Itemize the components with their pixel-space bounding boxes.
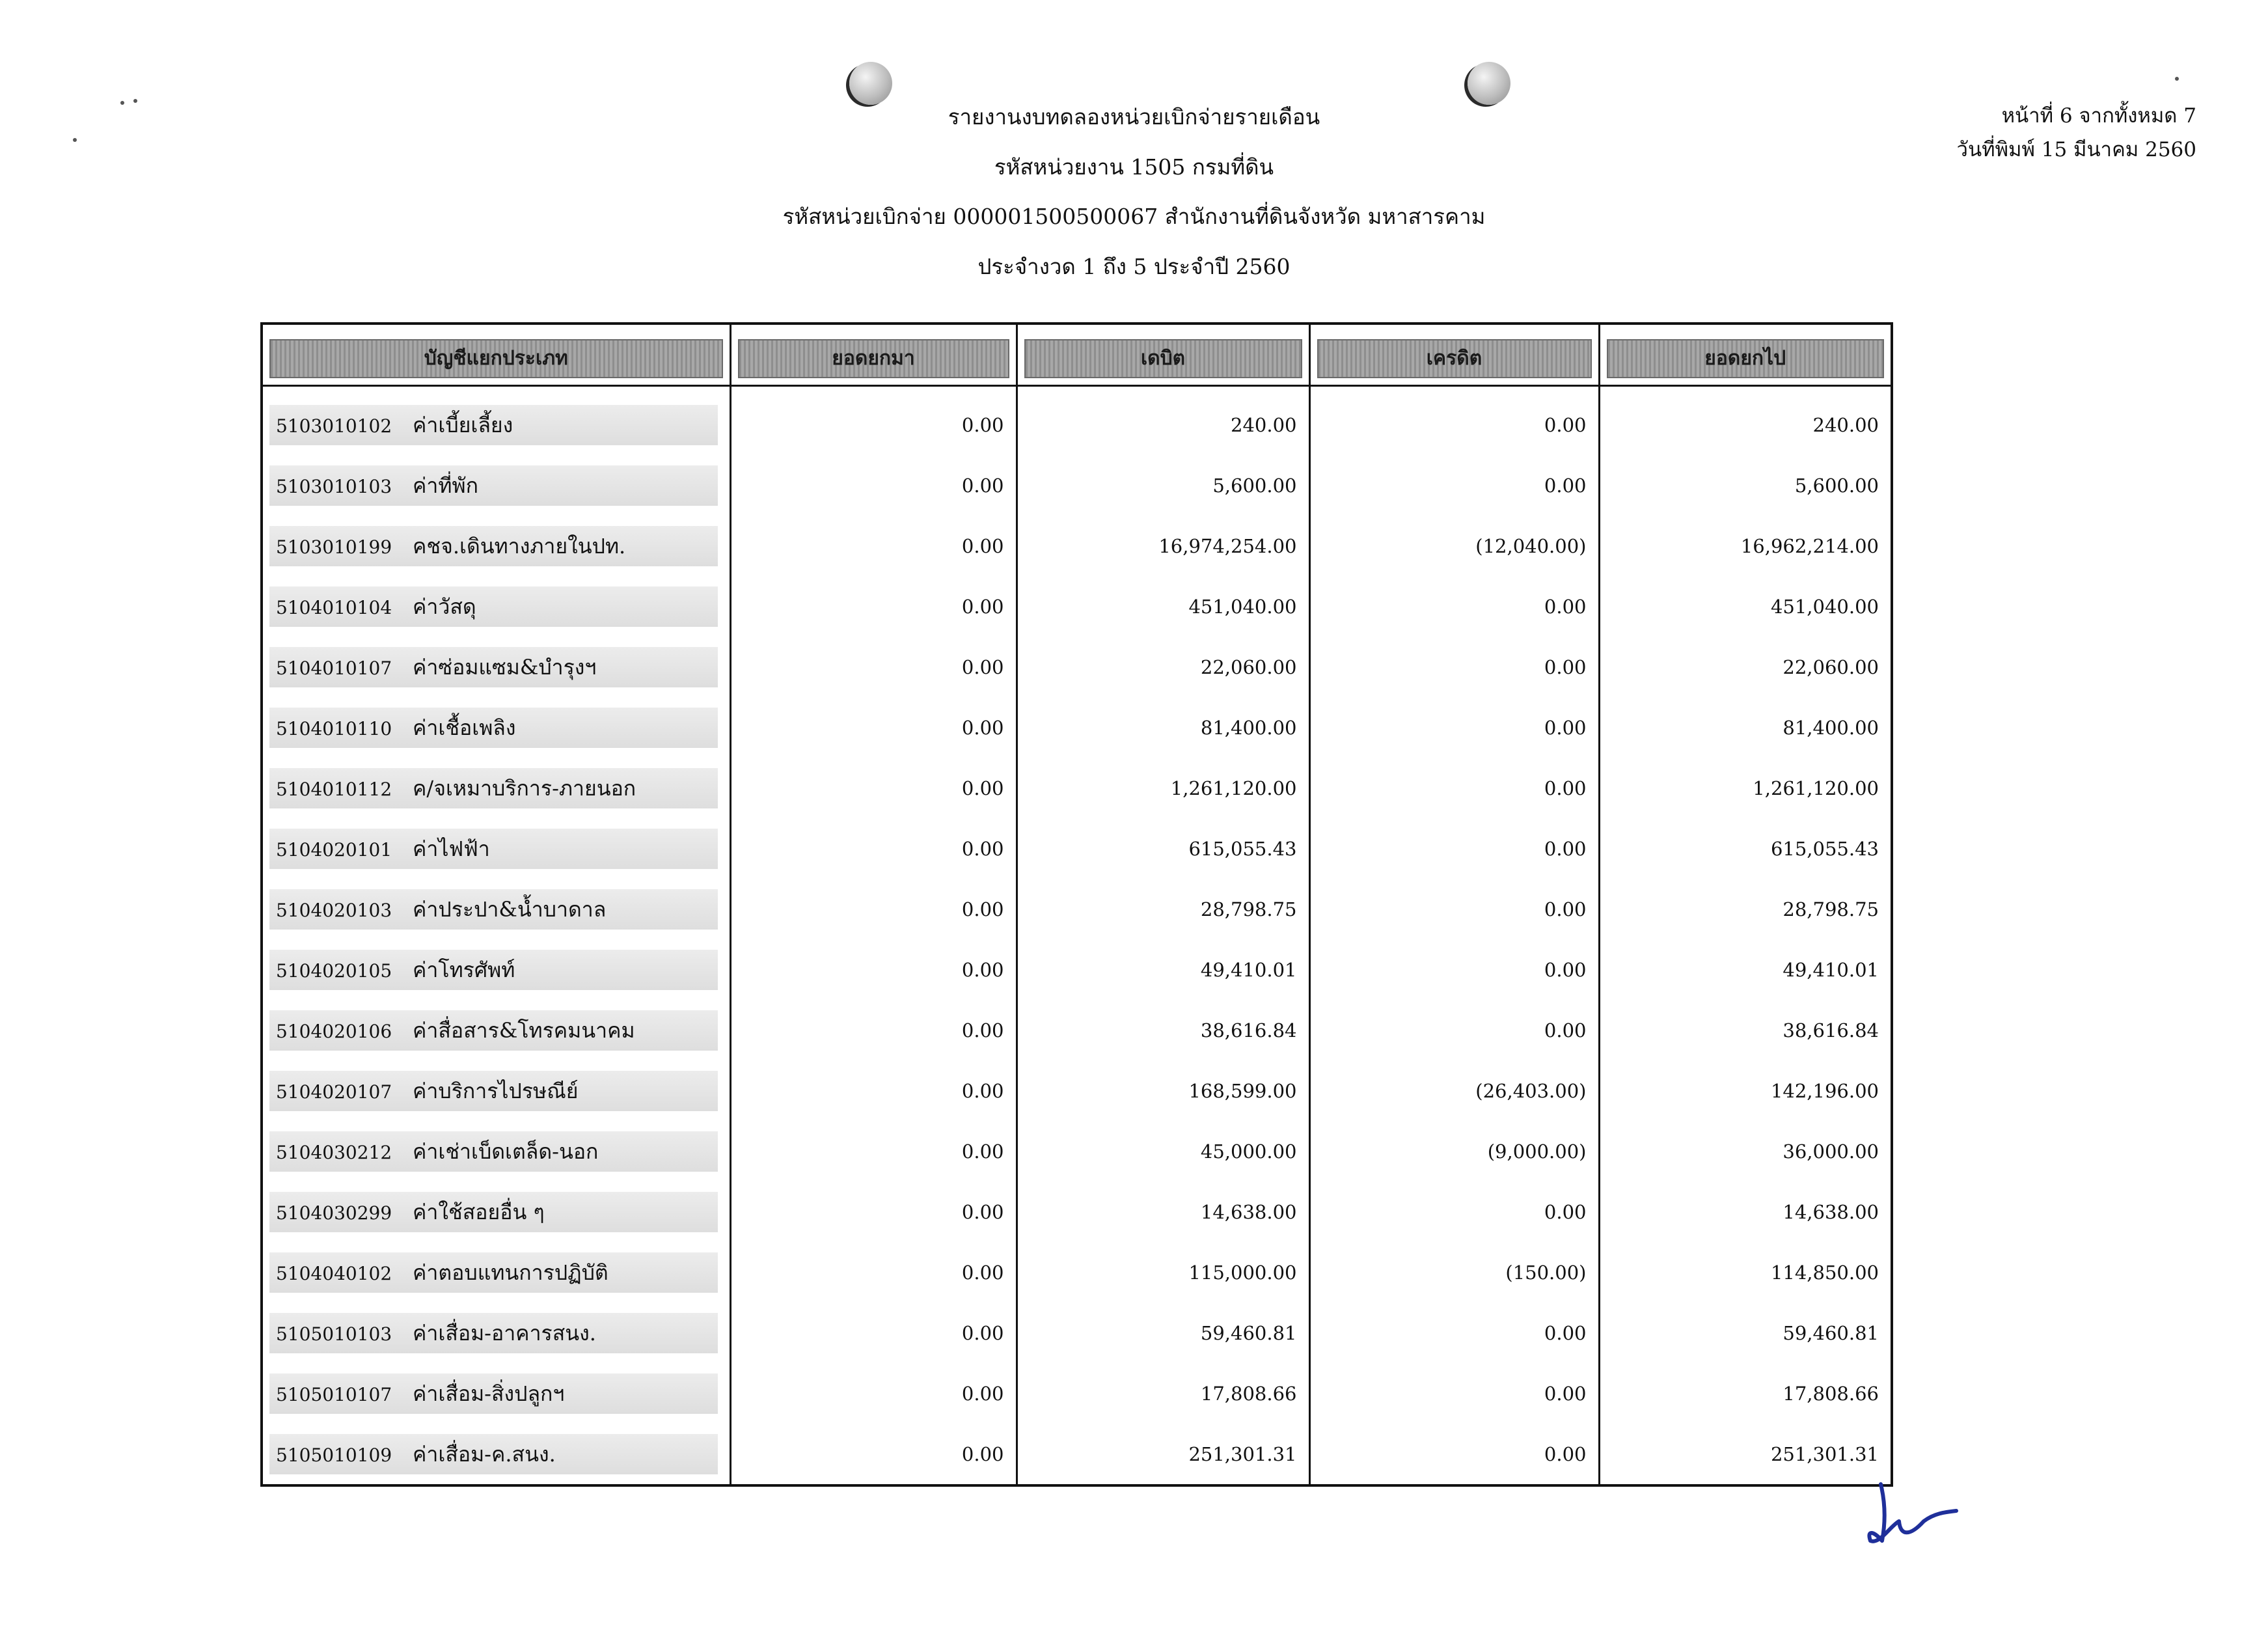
debit-value: 168,599.00 xyxy=(1017,1060,1309,1121)
punch-hole-left xyxy=(849,62,892,105)
account-code: 5104010110 xyxy=(276,717,392,739)
debit-value: 81,400.00 xyxy=(1017,697,1309,758)
credit-value: 0.00 xyxy=(1309,697,1599,758)
table-row xyxy=(262,637,1892,697)
table-row xyxy=(262,1424,1892,1485)
handwritten-signature-icon xyxy=(1861,1481,1959,1552)
brought-forward-value: 0.00 xyxy=(730,1000,1017,1060)
table-header-row xyxy=(262,324,1892,386)
table-row xyxy=(262,516,1892,576)
account-cell xyxy=(262,758,730,818)
page-info xyxy=(1957,99,2196,167)
brought-forward-value: 0.00 xyxy=(730,1242,1017,1303)
credit-value: 0.00 xyxy=(1309,386,1599,456)
table-row xyxy=(262,1121,1892,1181)
account-name: ค่าสื่อสาร&โทรคมนาคม xyxy=(413,1017,635,1043)
table-row xyxy=(262,758,1892,818)
col-account xyxy=(262,324,730,386)
brought-forward-value: 0.00 xyxy=(730,1363,1017,1424)
account-name: ค่าตอบแทนการปฏิบัติ xyxy=(413,1260,608,1285)
brought-forward-value: 0.00 xyxy=(730,1121,1017,1181)
account-name: ค่าซ่อมแซม&บำรุงฯ xyxy=(413,654,597,680)
account-code: 5104010104 xyxy=(276,596,392,618)
carried-forward-value: 22,060.00 xyxy=(1599,637,1892,697)
account-name: ค่าประปา&น้ำบาดาล xyxy=(413,896,607,922)
trial-balance-table xyxy=(260,322,1893,1487)
brought-forward-value: 0.00 xyxy=(730,386,1017,456)
carried-forward-value: 59,460.81 xyxy=(1599,1303,1892,1363)
brought-forward-value: 0.00 xyxy=(730,637,1017,697)
account-cell xyxy=(262,455,730,516)
account-cell xyxy=(262,1242,730,1303)
account-cell xyxy=(262,939,730,1000)
account-cell xyxy=(262,1060,730,1121)
account-name: ค่าเบี้ยเลี้ยง xyxy=(413,412,513,437)
col-carried-forward xyxy=(1599,324,1892,386)
debit-value: 38,616.84 xyxy=(1017,1000,1309,1060)
account-name: ค่าเสื่อม-อาคารสนง. xyxy=(413,1320,596,1345)
credit-value: (26,403.00) xyxy=(1309,1060,1599,1121)
col-account-label: บัญชีแยกประเภท xyxy=(269,339,723,378)
account-code: 5103010199 xyxy=(276,536,392,558)
account-code: 5104010107 xyxy=(276,657,392,679)
account-name: ค่าที่พัก xyxy=(413,473,478,498)
print-date: วันที่พิมพ์ 15 มีนาคม 2560 xyxy=(1956,138,2196,161)
carried-forward-value: 240.00 xyxy=(1599,386,1892,456)
account-code: 5104020103 xyxy=(276,899,392,921)
account-code: 5103010102 xyxy=(276,415,392,437)
account-code: 5105010107 xyxy=(276,1383,392,1405)
debit-value: 45,000.00 xyxy=(1017,1121,1309,1181)
credit-value: 0.00 xyxy=(1309,879,1599,939)
paper-speck xyxy=(133,99,137,103)
brought-forward-value: 0.00 xyxy=(730,758,1017,818)
col-carried-forward-label: ยอดยกไป xyxy=(1607,339,1885,378)
account-cell xyxy=(262,576,730,637)
credit-value: 0.00 xyxy=(1309,576,1599,637)
page-number: หน้าที่ 6 จากทั้งหมด 7 xyxy=(2001,104,2196,128)
account-cell xyxy=(262,386,730,456)
carried-forward-value: 251,301.31 xyxy=(1599,1424,1892,1485)
credit-value: 0.00 xyxy=(1309,1181,1599,1242)
col-credit xyxy=(1309,324,1599,386)
brought-forward-value: 0.00 xyxy=(730,1424,1017,1485)
debit-value: 5,600.00 xyxy=(1017,455,1309,516)
debit-value: 1,261,120.00 xyxy=(1017,758,1309,818)
debit-value: 615,055.43 xyxy=(1017,818,1309,879)
credit-value: 0.00 xyxy=(1309,758,1599,818)
table-row xyxy=(262,879,1892,939)
account-cell xyxy=(262,516,730,576)
agency-code-line: รหัสหน่วยงาน 1505 กรมที่ดิน xyxy=(994,154,1274,180)
table-row xyxy=(262,576,1892,637)
credit-value: 0.00 xyxy=(1309,1424,1599,1485)
carried-forward-value: 14,638.00 xyxy=(1599,1181,1892,1242)
credit-value: 0.00 xyxy=(1309,1303,1599,1363)
debit-value: 451,040.00 xyxy=(1017,576,1309,637)
account-code: 5104020105 xyxy=(276,959,392,982)
debit-value: 22,060.00 xyxy=(1017,637,1309,697)
account-name: ค่าใช้สอยอื่น ๆ xyxy=(413,1199,545,1224)
brought-forward-value: 0.00 xyxy=(730,697,1017,758)
carried-forward-value: 81,400.00 xyxy=(1599,697,1892,758)
account-cell xyxy=(262,879,730,939)
debit-value: 14,638.00 xyxy=(1017,1181,1309,1242)
carried-forward-value: 142,196.00 xyxy=(1599,1060,1892,1121)
account-name: ค่าเช่าเบ็ดเตล็ด-นอก xyxy=(413,1138,599,1164)
credit-value: 0.00 xyxy=(1309,818,1599,879)
credit-value: (12,040.00) xyxy=(1309,516,1599,576)
col-brought-forward xyxy=(730,324,1017,386)
credit-value: 0.00 xyxy=(1309,939,1599,1000)
carried-forward-value: 17,808.66 xyxy=(1599,1363,1892,1424)
account-cell xyxy=(262,637,730,697)
account-name: ค่าไฟฟ้า xyxy=(413,836,490,861)
col-credit-label: เครดิต xyxy=(1317,339,1592,378)
brought-forward-value: 0.00 xyxy=(730,1181,1017,1242)
debit-value: 240.00 xyxy=(1017,386,1309,456)
carried-forward-value: 114,850.00 xyxy=(1599,1242,1892,1303)
carried-forward-value: 5,600.00 xyxy=(1599,455,1892,516)
account-code: 5105010103 xyxy=(276,1323,392,1345)
debit-value: 49,410.01 xyxy=(1017,939,1309,1000)
debit-value: 16,974,254.00 xyxy=(1017,516,1309,576)
account-code: 5104020107 xyxy=(276,1081,392,1103)
brought-forward-value: 0.00 xyxy=(730,455,1017,516)
account-cell xyxy=(262,697,730,758)
brought-forward-value: 0.00 xyxy=(730,516,1017,576)
table-row xyxy=(262,1363,1892,1424)
account-name: ค่าเชื้อเพลิง xyxy=(413,715,516,740)
credit-value: 0.00 xyxy=(1309,1363,1599,1424)
account-name: ค/จเหมาบริการ-ภายนอก xyxy=(413,775,636,801)
account-code: 5104030212 xyxy=(276,1141,392,1163)
col-debit-label: เดบิต xyxy=(1024,339,1302,378)
account-cell xyxy=(262,1424,730,1485)
carried-forward-value: 615,055.43 xyxy=(1599,818,1892,879)
credit-value: 0.00 xyxy=(1309,637,1599,697)
table-row xyxy=(262,455,1892,516)
account-cell xyxy=(262,1181,730,1242)
brought-forward-value: 0.00 xyxy=(730,818,1017,879)
account-code: 5104040102 xyxy=(276,1262,392,1284)
account-name: ค่าโทรศัพท์ xyxy=(413,957,515,982)
account-code: 5104010112 xyxy=(276,778,392,800)
table-row xyxy=(262,1181,1892,1242)
brought-forward-value: 0.00 xyxy=(730,1060,1017,1121)
debit-value: 28,798.75 xyxy=(1017,879,1309,939)
table-row xyxy=(262,1242,1892,1303)
debit-value: 251,301.31 xyxy=(1017,1424,1309,1485)
paper-speck xyxy=(73,138,77,142)
carried-forward-value: 451,040.00 xyxy=(1599,576,1892,637)
table-row xyxy=(262,386,1892,456)
table-row xyxy=(262,697,1892,758)
table-row xyxy=(262,1000,1892,1060)
period-line: ประจำงวด 1 ถึง 5 ประจำปี 2560 xyxy=(977,254,1291,279)
paper-speck xyxy=(2175,77,2179,81)
credit-value: 0.00 xyxy=(1309,455,1599,516)
table-row xyxy=(262,818,1892,879)
brought-forward-value: 0.00 xyxy=(730,576,1017,637)
account-cell xyxy=(262,1000,730,1060)
debit-value: 59,460.81 xyxy=(1017,1303,1309,1363)
col-debit xyxy=(1017,324,1309,386)
carried-forward-value: 28,798.75 xyxy=(1599,879,1892,939)
punch-hole-right xyxy=(1468,62,1510,105)
brought-forward-value: 0.00 xyxy=(730,939,1017,1000)
account-code: 5104020106 xyxy=(276,1020,392,1042)
disbursement-unit-line: รหัสหน่วยเบิกจ่าย 000001500500067 สำนักงานที่ดินจังหวัด มหาสารคาม xyxy=(782,204,1486,229)
col-brought-forward-label: ยอดยกมา xyxy=(738,339,1009,378)
carried-forward-value: 1,261,120.00 xyxy=(1599,758,1892,818)
report-title: รายงานงบทดลองหน่วยเบิกจ่ายรายเดือน xyxy=(948,104,1320,130)
carried-forward-value: 36,000.00 xyxy=(1599,1121,1892,1181)
debit-value: 115,000.00 xyxy=(1017,1242,1309,1303)
account-cell xyxy=(262,1121,730,1181)
brought-forward-value: 0.00 xyxy=(730,879,1017,939)
account-code: 5104020101 xyxy=(276,838,392,861)
table-row xyxy=(262,1060,1892,1121)
carried-forward-value: 49,410.01 xyxy=(1599,939,1892,1000)
debit-value: 17,808.66 xyxy=(1017,1363,1309,1424)
account-code: 5104030299 xyxy=(276,1202,392,1224)
carried-forward-value: 16,962,214.00 xyxy=(1599,516,1892,576)
account-cell xyxy=(262,1363,730,1424)
account-code: 5103010103 xyxy=(276,475,392,497)
account-code: 5105010109 xyxy=(276,1444,392,1466)
table-row xyxy=(262,1303,1892,1363)
account-cell xyxy=(262,1303,730,1363)
credit-value: (9,000.00) xyxy=(1309,1121,1599,1181)
brought-forward-value: 0.00 xyxy=(730,1303,1017,1363)
carried-forward-value: 38,616.84 xyxy=(1599,1000,1892,1060)
account-name: ค่าเสื่อม-สิ่งปลูกฯ xyxy=(413,1381,565,1406)
account-cell xyxy=(262,818,730,879)
account-name: ค่าเสื่อม-ค.สนง. xyxy=(413,1441,556,1467)
account-name: ค่าบริการไปรษณีย์ xyxy=(413,1078,579,1103)
table-row xyxy=(262,939,1892,1000)
account-name: คชจ.เดินทางภายในปท. xyxy=(413,533,626,559)
credit-value: 0.00 xyxy=(1309,1000,1599,1060)
account-name: ค่าวัสดุ xyxy=(413,594,476,619)
credit-value: (150.00) xyxy=(1309,1242,1599,1303)
